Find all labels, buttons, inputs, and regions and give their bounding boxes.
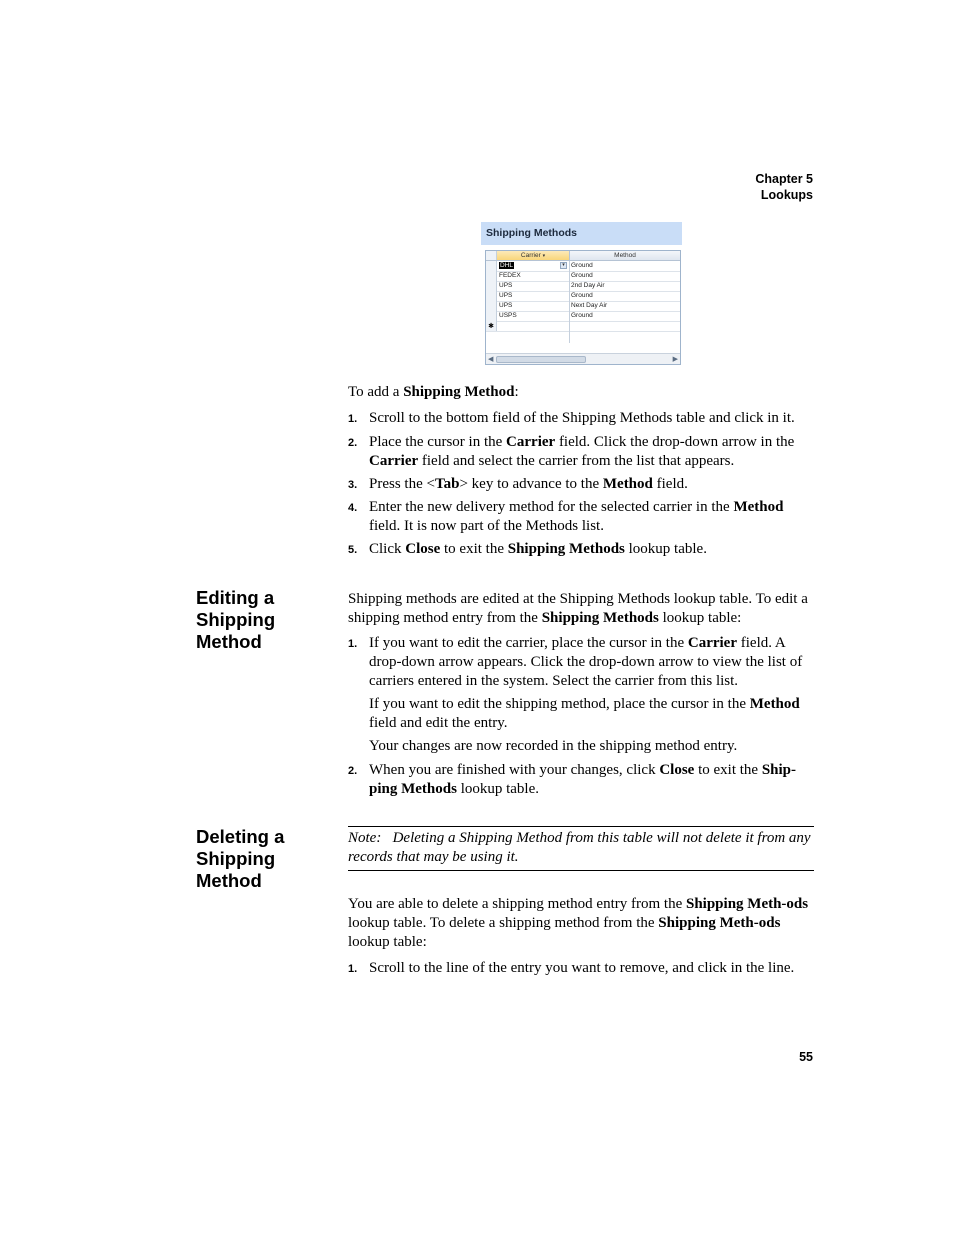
step-number: 3. xyxy=(348,479,358,491)
note-label: Note: xyxy=(348,830,382,846)
scroll-right-icon[interactable]: ▶ xyxy=(672,355,678,363)
step-number: 4. xyxy=(348,502,358,514)
edit-step-1 xyxy=(348,634,814,691)
new-row-asterisk-icon: ✱ xyxy=(486,321,497,331)
grid-header xyxy=(486,251,680,261)
chapter-label: Chapter 5 xyxy=(755,172,813,186)
carrier-cell[interactable]: UPS xyxy=(499,302,513,309)
new-row[interactable] xyxy=(486,321,680,332)
carrier-column-label: Carrier xyxy=(520,252,541,259)
step-number: 1. xyxy=(348,638,358,650)
add-step-3 xyxy=(348,475,814,494)
edit-step-1-para-3: Your changes are now recorded in the shipping method entry. xyxy=(369,738,738,754)
edit-step-2 xyxy=(348,761,814,799)
add-step-4 xyxy=(348,498,814,536)
step-number: 2. xyxy=(348,765,358,777)
step-number: 1. xyxy=(348,413,358,425)
shipping-methods-screenshot xyxy=(481,222,682,365)
shipping-methods-title: Shipping Methods xyxy=(481,222,682,245)
row-selector[interactable] xyxy=(486,311,497,321)
row-selector[interactable] xyxy=(486,291,497,301)
step-number: 1. xyxy=(348,963,358,975)
row-selector[interactable] xyxy=(486,281,497,291)
carrier-cell[interactable]: UPS xyxy=(499,282,513,289)
delete-step-1 xyxy=(348,959,814,978)
delete-intro: You are able to delete a shipping method entry from the Shipping Meth-ods lookup table. To delete a shipping method from the Shipping Meth-ods lookup table: xyxy=(348,896,809,950)
carrier-cell[interactable]: FEDEX xyxy=(499,272,521,279)
shipping-methods-grid xyxy=(485,250,681,365)
method-cell[interactable]: Ground xyxy=(571,292,593,299)
select-all-corner[interactable] xyxy=(486,251,497,260)
step-number: 5. xyxy=(348,544,358,556)
carrier-column-header[interactable] xyxy=(497,251,570,260)
step-text: When you are finished with your changes, click Close to exit the Ship-ping Methods lookup table. xyxy=(369,762,797,797)
scroll-left-icon[interactable]: ◀ xyxy=(488,355,494,363)
carrier-cell[interactable] xyxy=(499,261,567,271)
method-cell[interactable]: Ground xyxy=(571,312,593,319)
carrier-cell[interactable]: UPS xyxy=(499,292,513,299)
edit-step-1-para-2: If you want to edit the shipping method, place the cursor in the Method field and edit the entry. xyxy=(369,696,800,731)
step-text: Press the <Tab> key to advance to the Method field. xyxy=(369,476,688,492)
step-text: Scroll to the bottom field of the Shipping Methods table and click in it. xyxy=(369,410,795,426)
add-step-1 xyxy=(348,409,814,428)
row-selector[interactable] xyxy=(486,271,497,281)
step-text: Enter the new delivery method for the selected carrier in the Method field. It is now part of the Methods list. xyxy=(369,499,784,534)
row-selector[interactable] xyxy=(486,301,497,311)
carrier-cell[interactable]: USPS xyxy=(499,312,517,319)
method-cell[interactable]: Ground xyxy=(571,272,593,279)
note-text: Deleting a Shipping Method from this table will not delete it from any records that may be using it. xyxy=(348,830,811,865)
add-intro: To add a Shipping Method: xyxy=(348,384,519,400)
step-text: Scroll to the line of the entry you want to remove, and click in the line. xyxy=(369,960,795,976)
page-number: 55 xyxy=(799,1050,813,1064)
method-cell[interactable]: Next Day Air xyxy=(571,302,608,309)
method-cell[interactable]: 2nd Day Air xyxy=(571,282,605,289)
method-cell[interactable]: Ground xyxy=(571,262,593,269)
method-column-header[interactable]: Method xyxy=(614,252,636,259)
column-divider xyxy=(569,261,570,343)
step-text: If you want to edit the carrier, place the cursor in the Carrier field. A drop-down arrow appears. Click the drop-down arrow to view the list of carriers entered in the system. Select the carrier from this list. xyxy=(369,635,803,689)
deleting-heading: Deleting a Shipping Method xyxy=(196,826,285,891)
sort-arrow-icon: ▾ xyxy=(542,253,546,259)
add-step-5 xyxy=(348,540,814,559)
selected-carrier-value[interactable]: DHL xyxy=(500,262,514,269)
note-box xyxy=(348,826,814,871)
step-text: Click Close to exit the Shipping Methods lookup table. xyxy=(369,541,707,557)
add-step-2 xyxy=(348,433,814,471)
horizontal-scrollbar[interactable] xyxy=(486,353,680,364)
scroll-thumb[interactable] xyxy=(496,356,586,363)
step-number: 2. xyxy=(348,437,358,449)
row-selector[interactable] xyxy=(486,261,497,271)
editing-heading: Editing a Shipping Method xyxy=(196,587,276,652)
dropdown-arrow-icon[interactable]: ▾ xyxy=(560,262,567,269)
step-text: Place the cursor in the Carrier field. Click the drop-down arrow in the Carrier field and select the carrier from the list that appears. xyxy=(369,434,795,469)
edit-intro: Shipping methods are edited at the Shipping Methods lookup table. To edit a shipping method entry from the Shipping Methods lookup table: xyxy=(348,591,808,626)
section-label: Lookups xyxy=(760,188,813,202)
